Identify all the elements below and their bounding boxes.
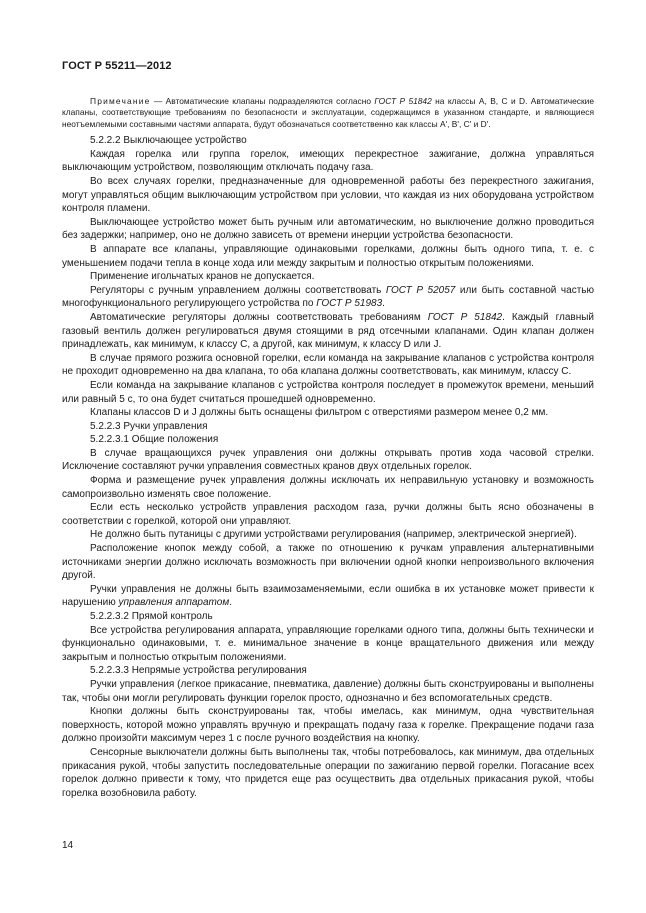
- paragraph: В случае вращающихся ручек управления они должны открывать против хода часовой стрелки. Исключение составляют ручки управления совместных кранов двух отдельных горелок.: [62, 447, 594, 473]
- standard-reference: ГОСТ Р 52057: [385, 284, 456, 296]
- section-heading-5-2-2-3-2: 5.2.2.3.2 Прямой контроль: [90, 611, 213, 622]
- paragraph: Регуляторы с ручным управлением должны соответствовать ГОСТ Р 52057 или быть составной частью многофункционального регулирующего устройства по ГОСТ Р 51983.: [62, 284, 594, 310]
- page-number: 14: [62, 840, 74, 851]
- section-heading-5-2-2-3-3: 5.2.2.3.3 Непрямые устройства регулирования: [90, 665, 307, 677]
- paragraph: В случае прямого розжига основной горелки, если команда на закрывание клапанов с устройства контроля не проходит одновременно на два клапана, то оба клапана должны соответствовать, как минимум, классу C.: [62, 352, 594, 378]
- paragraph: Каждая горелка или группа горелок, имеющих перекрестное зажигание, должна управляться выключающим устройством, позволяющим отключать подачу газа.: [62, 148, 594, 174]
- paragraph: Если есть несколько устройств управления расходом газа, ручки должны быть ясно обозначены в соответствии с горелкой, которой они управляют.: [62, 502, 594, 527]
- paragraph: Если команда на закрывание клапанов с устройства контроля последует в промежуток времени, меньший или равный 5 с, то она будет считаться прошедшей одновременно.: [62, 379, 594, 405]
- paragraph: Расположение кнопок между собой, а также по отношению к ручкам управления альтернативными источниками энергии должно исключать возможность при включении одной кнопки непроизвольного включения другой.: [62, 543, 594, 582]
- paragraph: Выключающее устройство может быть ручным или автоматическим, но выключение должно проводиться без задержки; например, оно не должно зависеть от времени инерции устройства безопасности.: [62, 216, 594, 242]
- document-body: [62, 134, 594, 800]
- section-heading-5-2-2-2: 5.2.2.2 Выключающее устройство: [90, 135, 247, 147]
- standard-reference: ГОСТ Р 51842: [427, 311, 503, 323]
- emphasized-term: управления аппаратом: [118, 597, 230, 609]
- standard-reference: ГОСТ Р 51983: [316, 298, 383, 310]
- note-paragraph: Примечание — Автоматические клапаны подразделяются согласно ГОСТ Р 51842 на классы A, B, C и D. Автоматические клапаны, соответствующие требованиям по безопасности и эксплуатации, содержащимся в указанном стандарте, и являющиеся неотъемлемыми составными частями аппарата, будут обозначаться соответственно как классы A', B', C' и D'.: [62, 96, 594, 129]
- paragraph: Применение игольчатых кранов не допускается.: [90, 271, 315, 283]
- paragraph: В аппарате все клапаны, управляющие одинаковыми горелками, должны быть одного типа, т. е. с уменьшением подачи тепла в конце хода или между закрытым и полностью открытым положениями.: [62, 243, 594, 269]
- section-heading-5-2-2-3-1: 5.2.2.3.1 Общие положения: [90, 434, 219, 446]
- paragraph: Не должно быть путаницы с другими устройствами регулирования (например, электрической энергией).: [90, 529, 577, 541]
- paragraph: Кнопки должны быть сконструированы так, чтобы имелась, как минимум, одна чувствительная поверхность, которой можно управлять вручную и прекращать подачу газа к горелке. Прекращение подачи газа должно произойти максимум через 1 с после ручного воздействия на кнопку.: [62, 706, 594, 745]
- paragraph: Во всех случаях горелки, предназначенные для одновременной работы без перекрестного зажигания, могут управляться общим выключающим устройством при условии, что каждая из них оборудована устройством контроля пламени.: [62, 176, 594, 215]
- document-header: ГОСТ Р 55211—2012: [62, 60, 172, 72]
- section-heading-5-2-2-3: 5.2.2.3 Ручки управления: [90, 420, 208, 432]
- paragraph: Ручки управления (легкое прикасание, пневматика, давление) должны быть сконструированы и выполнены так, чтобы они могли регулировать функции горелок просто, однозначно и без вспомогательных средств.: [62, 678, 594, 704]
- paragraph: Все устройства регулирования аппарата, управляющие горелками одного типа, должны быть технически и функционально одинаковыми, т. е. минимальное значение в конце вращательного движения или между закрытым и полностью открытым положениями.: [62, 624, 594, 663]
- paragraph: Автоматические регуляторы должны соответствовать требованиям ГОСТ Р 51842. Каждый главный газовый вентиль должен регулироваться двумя стоящими в ряд отсечными клапанами. Один клапан должен принадлежать, как минимум, к классу C, а другой, как минимум, к классу D или J.: [62, 311, 595, 351]
- paragraph: Форма и размещение ручек управления должны исключать их неправильную установку и возможность самопроизвольно изменять свое положение.: [62, 475, 594, 500]
- standard-reference: ГОСТ Р 51842: [374, 96, 432, 106]
- note-label: Примечание: [90, 96, 151, 106]
- paragraph: Ручки управления не должны быть взаимозаменяемыми, если ошибка в их установке может привести к нарушению управления аппаратом.: [62, 583, 594, 609]
- paragraph: Клапаны классов D и J должны быть оснащены фильтром с отверстиями размером менее 0,2 мм.: [90, 407, 549, 419]
- paragraph: Сенсорные выключатели должны быть выполнены так, чтобы потребовалось, как минимум, два отдельных прикасания рукой, чтобы запустить последовательные операции по зажиганию первой горелки. Погасание всех горелок должно привести к тому, что придется еще раз осуществить два отдельных прикасания рукой, чтобы горелка возобновила работу.: [62, 746, 594, 799]
